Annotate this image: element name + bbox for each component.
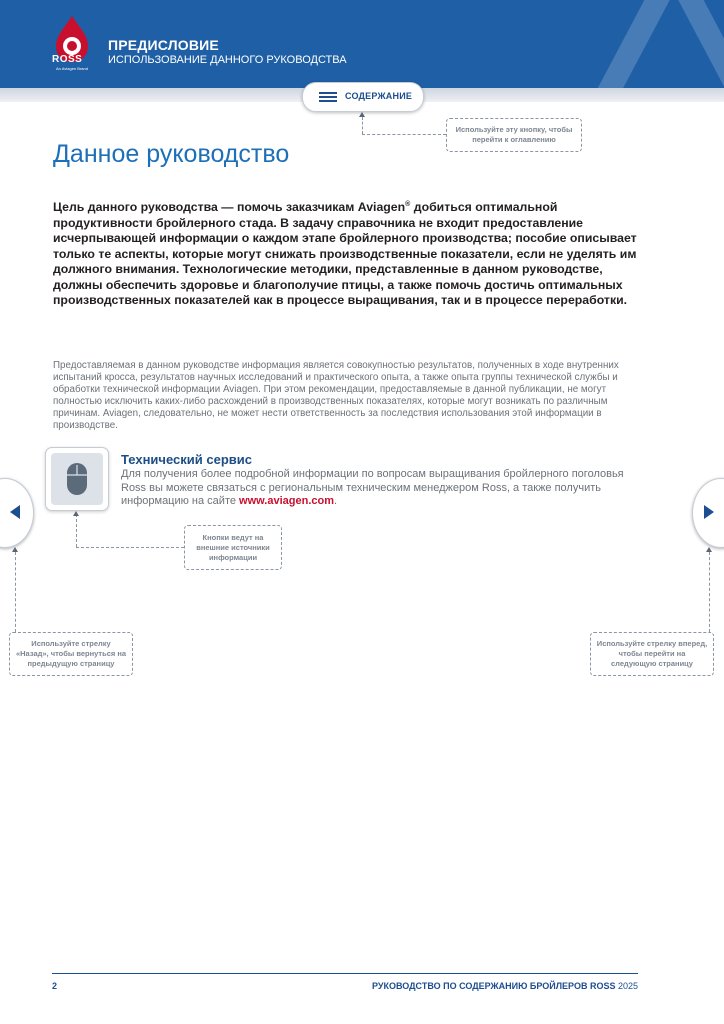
external-link-button[interactable] [45, 447, 109, 511]
lead-text-part2: добиться оптимальной продуктивности бройлерного стада. В задачу справочника не входит предоставление исчерпывающей информации о каждом этапе бройлерного производства; пособие описывает только те аспекты, которые могут снижать производственные показатели, если не уделять им должного внимания. Технологические методики, представленные в данном руководстве, должны обеспечить здоровье и благополучие птицы, а также помочь достичь оптимальных производственных показателей как в процессе выращивания, так и в процессе переработки. [53, 200, 637, 308]
mouse-icon [66, 462, 88, 496]
page-header [0, 0, 724, 88]
next-arrow-icon [704, 505, 714, 519]
back-hint-connector [15, 552, 16, 632]
hamburger-icon [319, 92, 337, 102]
external-link-button-inner [51, 453, 103, 505]
toc-hint-connector [362, 117, 363, 134]
tech-service-body: Для получения более подробной информации по вопросам выращивания бройлерного поголовья Ross вы можете связаться с региональным техническим менеджером Ross, а также получить информацию на сайте [121, 468, 624, 507]
footer-divider [52, 973, 638, 974]
toc-button-label: СОДЕРЖАНИЕ [345, 91, 413, 101]
external-hint-connector [76, 514, 77, 547]
toc-hint-note: Используйте эту кнопку, чтобы перейти к оглавлению [446, 118, 582, 152]
external-hint-connector-h [76, 547, 184, 548]
header-triangle-decoration [594, 0, 724, 88]
back-hint-note: Используйте стрелку «Назад», чтобы вернуться на предыдущую страницу [9, 632, 133, 676]
external-hint-note: Кнопки ведут на внешние источники информации [184, 525, 282, 570]
toc-button[interactable] [302, 82, 424, 112]
next-hint-note: Используйте стрелку вперед, чтобы перейти на следующую страницу [590, 632, 714, 676]
body-paragraph: Предоставляемая в данном руководстве информация является совокупностью результатов, полученных в ходе внутренних испытаний кросса, результатов научных исследований и практического опыта, а также опыта группы технической службы и обработки технической информации Aviagen. При этом рекомендации, предоставляемые в данной публикации, не могут полностью исключить каких-либо расхождений в производственных показателях, которые могут возникать по различным причинам. Aviagen, следовательно, не может нести ответственность за последствия использования этой информации в производстве. [53, 360, 619, 431]
lead-text-part1: Цель данного руководства — помочь заказчикам Aviagen [53, 200, 406, 215]
logo-subtext: An Aviagen Brand [56, 66, 88, 71]
registered-mark: ® [405, 201, 411, 208]
lead-paragraph [53, 197, 639, 309]
logo-text: ROSS [52, 54, 83, 65]
footer-title: РУКОВОДСТВО ПО СОДЕРЖАНИЮ БРОЙЛЕРОВ ROSS [372, 981, 616, 991]
footer-title-wrap [300, 981, 638, 991]
aviagen-link[interactable]: www.aviagen.com [239, 495, 335, 507]
prev-arrow-icon [10, 505, 20, 519]
page-title: Данное руководство [53, 140, 290, 168]
section-title: ПРЕДИСЛОВИЕ [108, 37, 219, 53]
tech-service-end: . [334, 495, 338, 507]
footer-year: 2025 [617, 981, 638, 991]
toc-hint-connector-h [362, 134, 446, 135]
section-subtitle: ИСПОЛЬЗОВАНИЕ ДАННОГО РУКОВОДСТВА [108, 54, 347, 66]
tech-service-title: Технический сервис [121, 452, 252, 467]
next-hint-connector [709, 552, 710, 632]
tech-service-text [121, 468, 641, 509]
page-number: 2 [52, 981, 58, 991]
external-hint-arrow-icon [73, 511, 79, 516]
